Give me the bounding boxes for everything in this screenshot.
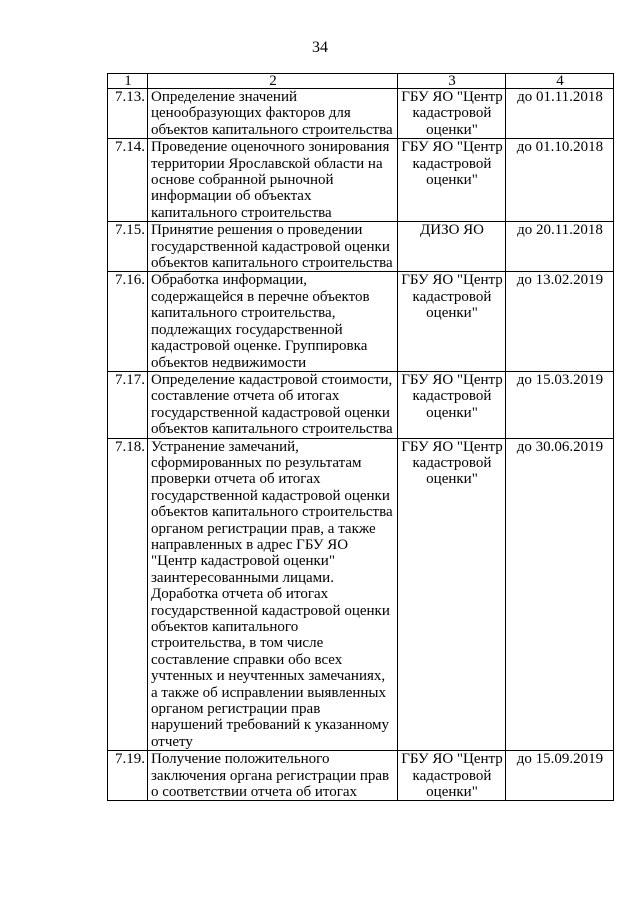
deadline: до 15.03.2019 bbox=[506, 371, 614, 438]
table-row bbox=[108, 272, 614, 371]
task-line: основе собранной рыночной bbox=[151, 172, 334, 189]
responsible-party bbox=[398, 751, 506, 801]
task-line: заинтересованными лицами. bbox=[151, 569, 334, 586]
responsible-line: оценки" bbox=[426, 121, 478, 138]
task-description bbox=[148, 438, 398, 751]
responsible-line: кадастровой bbox=[412, 767, 492, 784]
responsible-line: ГБУ ЯО "Центр bbox=[401, 272, 503, 289]
task-description bbox=[148, 222, 398, 272]
task-line: органом регистрации прав, а также bbox=[151, 520, 376, 537]
task-line: объектов капитального строительства bbox=[151, 504, 393, 521]
table-row bbox=[108, 371, 614, 438]
column-header-1: 1 bbox=[108, 74, 148, 89]
task-line: а также об исправлении выявленных bbox=[151, 684, 386, 701]
responsible-line: кадастровой bbox=[412, 155, 492, 172]
task-line: территории Ярославской области на bbox=[151, 155, 383, 172]
task-line: отчету bbox=[151, 733, 193, 750]
task-line: Принятие решения о проведении bbox=[151, 222, 363, 239]
task-line: объектов капитального строительства bbox=[151, 121, 393, 138]
task-line: Обработка информации, bbox=[151, 272, 308, 289]
task-line: заключения органа регистрации прав bbox=[151, 767, 390, 784]
task-line: Получение положительного bbox=[151, 751, 330, 768]
responsible-line: кадастровой bbox=[412, 454, 492, 471]
deadline: до 01.11.2018 bbox=[506, 89, 614, 139]
task-description bbox=[148, 89, 398, 139]
responsible-party bbox=[398, 371, 506, 438]
task-line: капитального строительства, bbox=[151, 305, 336, 322]
item-number: 7.14. bbox=[108, 139, 148, 222]
task-line: нарушений требований к указанному bbox=[151, 717, 390, 734]
task-line: Устранение замечаний, bbox=[151, 438, 299, 455]
deadline: до 15.09.2019 bbox=[506, 751, 614, 801]
task-description bbox=[148, 272, 398, 371]
task-line: строительства, в том числе bbox=[151, 635, 324, 652]
responsible-line: оценки" bbox=[426, 404, 478, 421]
responsible-party bbox=[398, 222, 506, 272]
task-line: Определение кадастровой стоимости, bbox=[151, 371, 393, 388]
task-line: о соответствии отчета об итогах bbox=[151, 784, 358, 801]
responsible-line: оценки" bbox=[426, 172, 478, 189]
task-line: государственной кадастровой оценки bbox=[151, 404, 390, 421]
responsible-line: кадастровой bbox=[412, 388, 492, 405]
column-header-3: 3 bbox=[398, 74, 506, 89]
table-header-row bbox=[108, 74, 614, 89]
task-description bbox=[148, 139, 398, 222]
responsible-party bbox=[398, 139, 506, 222]
task-line: объектов капитального строительства bbox=[151, 255, 393, 272]
responsible-line: ГБУ ЯО "Центр bbox=[401, 751, 503, 768]
responsible-line: ДИЗО ЯО bbox=[420, 222, 484, 239]
task-line: составление отчета об итогах bbox=[151, 388, 340, 405]
item-number: 7.18. bbox=[108, 438, 148, 751]
task-line: проверки отчета об итогах bbox=[151, 471, 321, 488]
task-line: Проведение оценочного зонирования bbox=[151, 139, 390, 156]
item-number: 7.13. bbox=[108, 89, 148, 139]
table-row bbox=[108, 222, 614, 272]
item-number: 7.19. bbox=[108, 751, 148, 801]
column-header-2: 2 bbox=[148, 74, 398, 89]
task-line: органом регистрации прав bbox=[151, 701, 321, 718]
responsible-line: кадастровой bbox=[412, 105, 492, 122]
column-header-4: 4 bbox=[506, 74, 614, 89]
responsible-party bbox=[398, 438, 506, 751]
deadline: до 01.10.2018 bbox=[506, 139, 614, 222]
responsible-line: ГБУ ЯО "Центр bbox=[401, 371, 503, 388]
responsible-party bbox=[398, 89, 506, 139]
task-line: Доработка отчета об итогах bbox=[151, 586, 329, 603]
responsible-line: ГБУ ЯО "Центр bbox=[401, 438, 503, 455]
task-line: кадастровой оценке. Группировка bbox=[151, 338, 368, 355]
page-number: 34 bbox=[312, 39, 328, 56]
task-line: направленных в адрес ГБУ ЯО bbox=[151, 536, 349, 553]
task-description bbox=[148, 371, 398, 438]
task-line: сформированных по результатам bbox=[151, 454, 362, 471]
task-line: составление справки обо всех bbox=[151, 651, 343, 668]
schedule-table bbox=[107, 73, 614, 801]
deadline: до 30.06.2019 bbox=[506, 438, 614, 751]
table-row bbox=[108, 89, 614, 139]
deadline: до 20.11.2018 bbox=[506, 222, 614, 272]
responsible-line: оценки" bbox=[426, 305, 478, 322]
task-line: государственной кадастровой оценки bbox=[151, 238, 390, 255]
task-line: капитального строительства bbox=[151, 204, 332, 221]
responsible-line: оценки" bbox=[426, 471, 478, 488]
task-line: содержащейся в перечне объектов bbox=[151, 288, 370, 305]
task-line: государственной кадастровой оценки bbox=[151, 602, 390, 619]
responsible-line: ГБУ ЯО "Центр bbox=[401, 89, 503, 105]
task-line: Определение значений bbox=[151, 89, 298, 105]
responsible-line: кадастровой bbox=[412, 288, 492, 305]
item-number: 7.16. bbox=[108, 272, 148, 371]
task-line: подлежащих государственной bbox=[151, 321, 343, 338]
table-row bbox=[108, 139, 614, 222]
task-line: объектов недвижимости bbox=[151, 354, 307, 371]
task-line: учтенных и неучтенных замечаниях, bbox=[151, 668, 386, 685]
responsible-line: оценки" bbox=[426, 784, 478, 801]
task-description bbox=[148, 751, 398, 801]
deadline: до 13.02.2019 bbox=[506, 272, 614, 371]
task-line: государственной кадастровой оценки bbox=[151, 487, 390, 504]
task-line: "Центр кадастровой оценки" bbox=[151, 553, 335, 570]
task-line: объектов капитального строительства bbox=[151, 421, 393, 438]
task-line: объектов капитального bbox=[151, 619, 299, 635]
responsible-party bbox=[398, 272, 506, 371]
item-number: 7.15. bbox=[108, 222, 148, 272]
task-line: информации об объектах bbox=[151, 188, 312, 205]
item-number: 7.17. bbox=[108, 371, 148, 438]
table-row bbox=[108, 438, 614, 751]
table-row bbox=[108, 751, 614, 801]
task-line: ценообразующих факторов для bbox=[151, 105, 351, 122]
responsible-line: ГБУ ЯО "Центр bbox=[401, 139, 503, 156]
